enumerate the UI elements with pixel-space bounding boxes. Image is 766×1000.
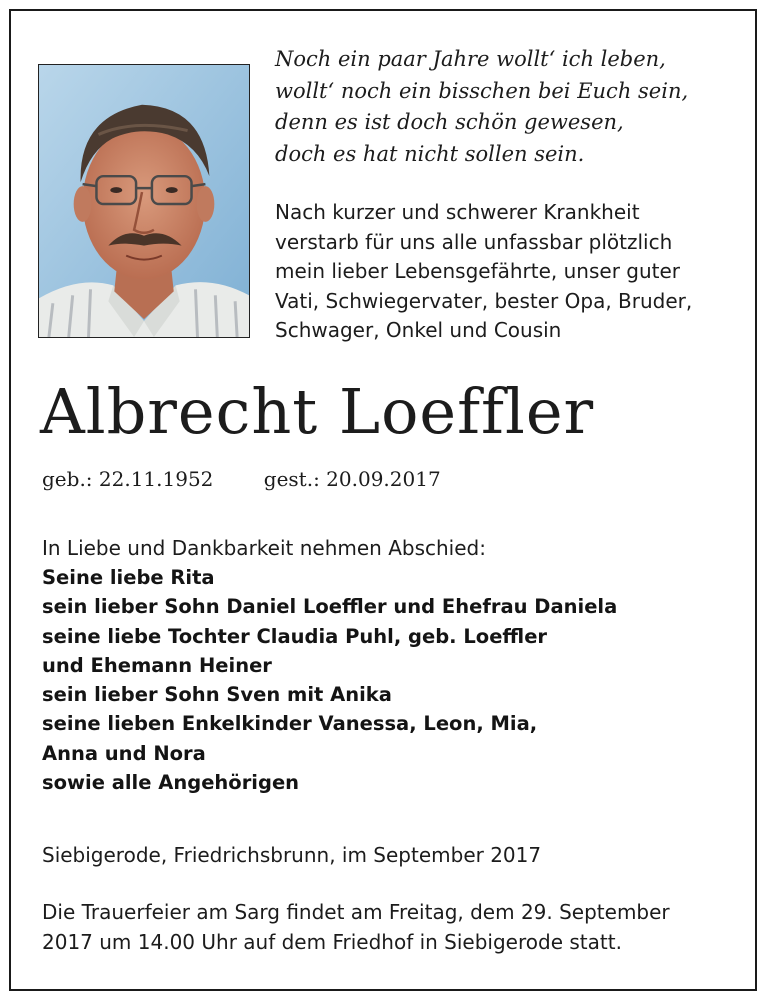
poem-line: doch es hat nicht sollen sein. bbox=[275, 141, 585, 166]
place-and-date: Siebigerode, Friedrichsbrunn, im September 2017 bbox=[42, 843, 542, 867]
portrait-photo bbox=[38, 64, 250, 338]
announcement-line: Nach kurzer und schwerer Krankheit bbox=[275, 200, 640, 224]
poem bbox=[275, 44, 735, 170]
poem-line: denn es ist doch schön gewesen, bbox=[275, 110, 624, 134]
mourner-line: sein lieber Sohn Sven mit Anika bbox=[42, 683, 392, 707]
announcement-line: Schwager, Onkel und Cousin bbox=[275, 318, 562, 342]
mourner-line: und Ehemann Heiner bbox=[42, 653, 272, 677]
birth-date: geb.: 22.11.1952 bbox=[42, 467, 214, 491]
deceased-name: Albrecht Loeffler bbox=[40, 375, 595, 448]
announcement-line: verstarb für uns alle unfassbar plötzlich bbox=[275, 229, 673, 254]
mourner-line: seine lieben Enkelkinder Vanessa, Leon, Mia, bbox=[42, 712, 538, 736]
funeral-service-info bbox=[42, 897, 742, 957]
service-line: Die Trauerfeier am Sarg findet am Freitag, dem 29. September bbox=[42, 900, 670, 924]
farewell-intro: In Liebe und Dankbarkeit nehmen Abschied: bbox=[42, 536, 486, 560]
mourner-line: seine liebe Tochter Claudia Puhl, geb. Loeffler bbox=[42, 624, 548, 648]
mourner-line: Anna und Nora bbox=[42, 741, 206, 765]
mourner-line: sowie alle Angehörigen bbox=[42, 771, 300, 795]
mourner-line: Seine liebe Rita bbox=[42, 566, 215, 589]
death-date: gest.: 20.09.2017 bbox=[263, 467, 441, 491]
service-line: 2017 um 14.00 Uhr auf dem Friedhof in Siebigerode statt. bbox=[42, 930, 622, 954]
announcement-line: Vati, Schwiegervater, bester Opa, Bruder, bbox=[275, 288, 693, 313]
death-announcement bbox=[275, 198, 745, 346]
life-dates bbox=[42, 465, 441, 493]
announcement-line: mein lieber Lebensgefährte, unser guter bbox=[275, 259, 681, 283]
poem-line: wollt‘ noch ein bisschen bei Euch sein, bbox=[275, 78, 689, 103]
mourners-list bbox=[42, 563, 742, 797]
poem-line: Noch ein paar Jahre wollt‘ ich leben, bbox=[275, 47, 666, 71]
mourner-line: sein lieber Sohn Daniel Loeffler und Ehefrau Daniela bbox=[42, 595, 618, 619]
